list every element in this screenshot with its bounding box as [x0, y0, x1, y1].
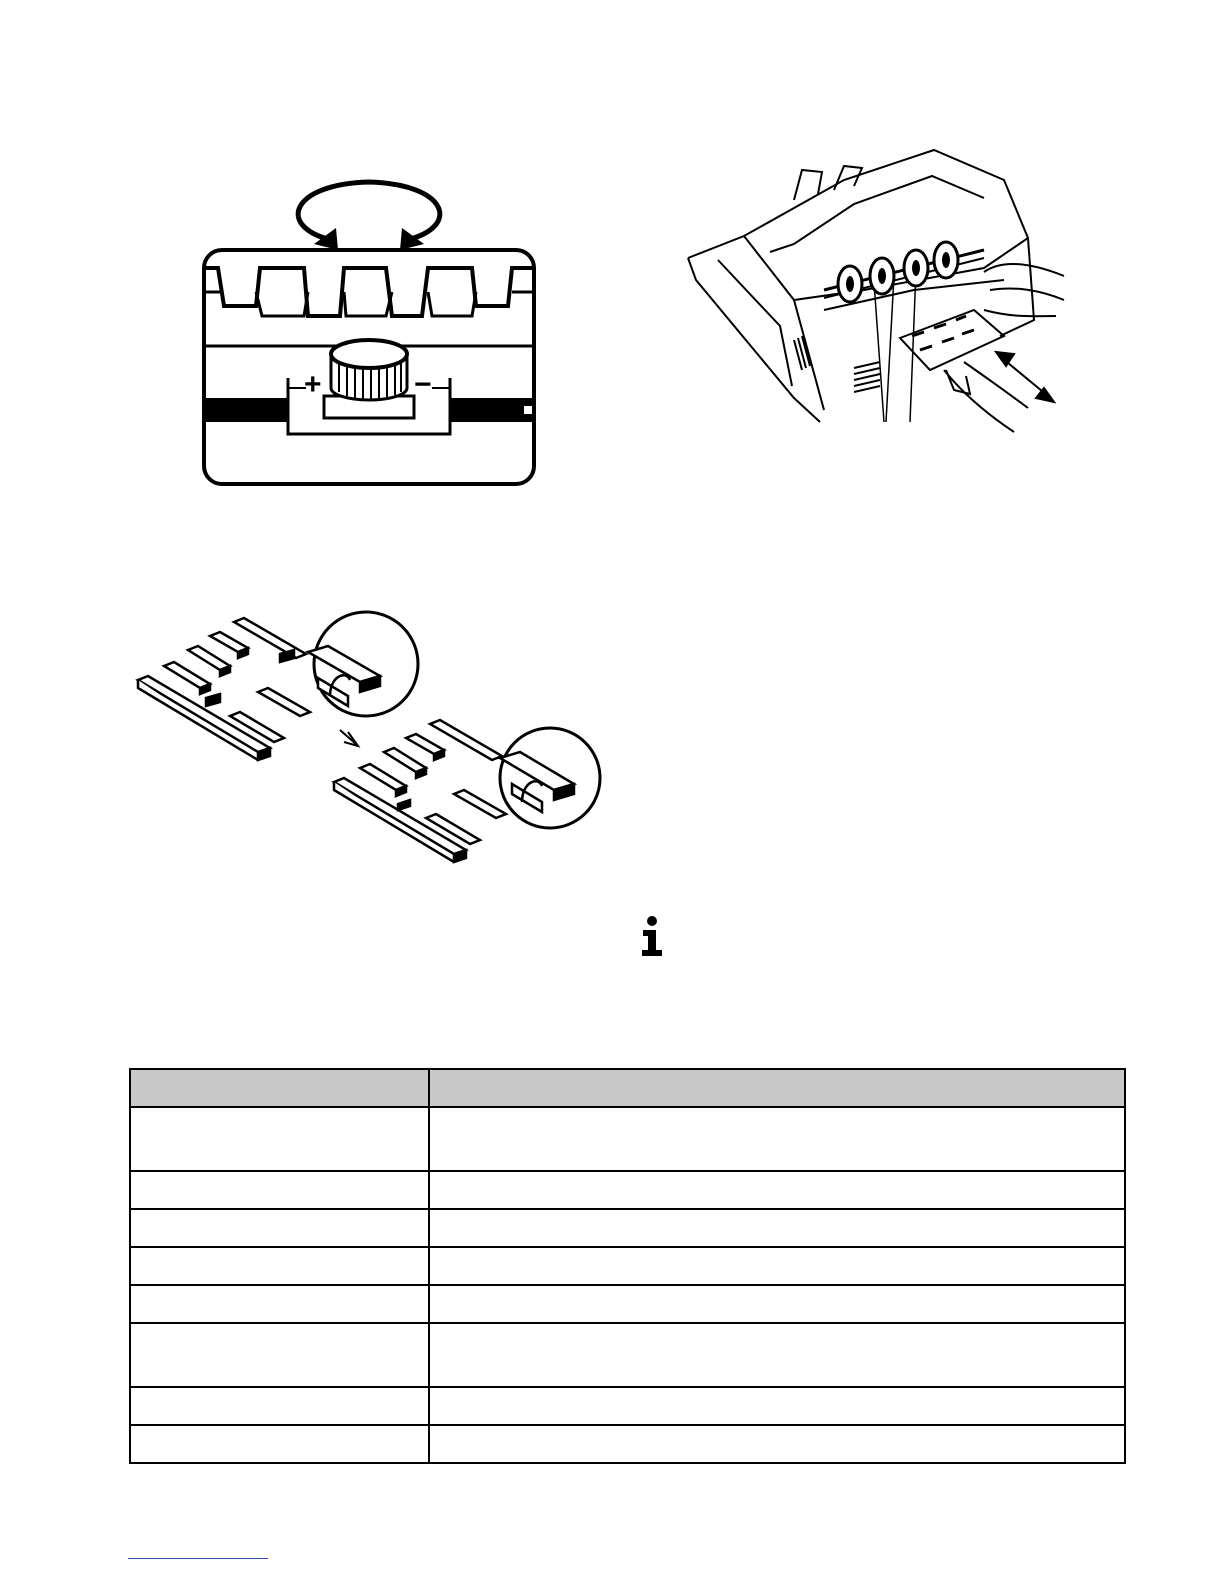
knob-top [331, 340, 407, 368]
table-cell [130, 1425, 429, 1463]
table-cell [429, 1171, 1125, 1209]
rotation-arrow [298, 182, 440, 240]
table-row [130, 1209, 1125, 1247]
info-icon-glyph [636, 914, 668, 958]
table-row [130, 1387, 1125, 1425]
table-row [130, 1285, 1125, 1323]
table-row [130, 1247, 1125, 1285]
adjustment-tool-figure [130, 606, 604, 868]
table-cell [130, 1171, 429, 1209]
knob-adjustment-figure [196, 176, 542, 488]
table-cell [429, 1425, 1125, 1463]
table-cell [429, 1247, 1125, 1285]
table-cell [429, 1107, 1125, 1171]
header-cell [130, 1069, 429, 1107]
minus-label: − [414, 368, 432, 401]
footer-link-underline [128, 1558, 268, 1559]
knob-illustration [196, 176, 542, 488]
table-cell [130, 1209, 429, 1247]
table-header-row [130, 1069, 1125, 1107]
arrow-head-left [314, 228, 338, 250]
adjustment-tool-illustration [130, 606, 604, 868]
table-cell [429, 1323, 1125, 1387]
table-cell [429, 1209, 1125, 1247]
specification-table [129, 1068, 1126, 1464]
table-row [130, 1425, 1125, 1463]
table-cell [130, 1387, 429, 1425]
plus-label: + [304, 368, 322, 401]
machine-figure [684, 140, 1068, 436]
arrow-head-right [400, 228, 424, 250]
machine-illustration [684, 140, 1068, 436]
table-cell [130, 1247, 429, 1285]
table-row [130, 1107, 1125, 1171]
table-cell [130, 1323, 429, 1387]
table-cell [429, 1387, 1125, 1425]
table-cell [130, 1107, 429, 1171]
info-icon [636, 914, 668, 963]
table-cell [130, 1285, 429, 1323]
header-cell [429, 1069, 1125, 1107]
table-cell [429, 1285, 1125, 1323]
table-row [130, 1323, 1125, 1387]
table-row [130, 1171, 1125, 1209]
